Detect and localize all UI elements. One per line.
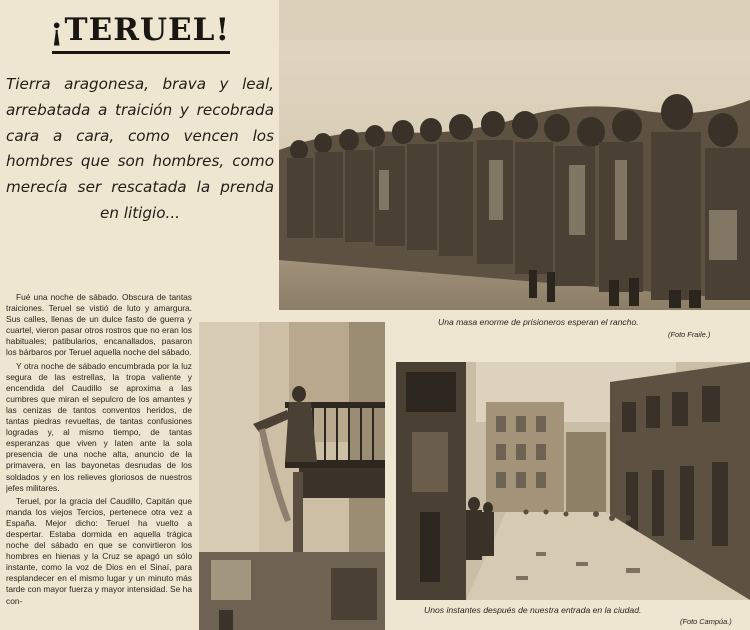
article-body: [6, 292, 192, 628]
lead-paragraph: Tierra aragonesa, brava y leal, arrebatada a traición y recobrada cara a cara, como vencen los hombres que son hombres, como merecía ser rescatada la prenda en litigio...: [6, 75, 274, 222]
photo-street: [396, 362, 750, 600]
title-underline: [52, 51, 230, 54]
photo-balcony: [199, 322, 385, 630]
photo-balcony-image: [199, 322, 385, 630]
body-paragraph-3: Teruel, por la gracia del Caudillo, Capitán que manda los viejos Tercios, pertenece otra vez a España. Mejor dicho: Teruel ha vuelto a despertar. Estaba dormida en aquella trágica noche del sábado en que se convirtieron los hombres en hienas y la Cruz se apagó un sólo instante, como la voz de Dios en el Sinaí, para resplandecer en el mismo lugar y un minuto más tarde con mayor fuerza y mayor intensidad. Se ha con-: [6, 495, 192, 606]
article-title: ¡TERUEL!: [49, 12, 231, 48]
credit-prisoners: (Foto Fraile.): [668, 330, 711, 339]
body-paragraph-2: Y otra noche de sábado encumbrada por la luz segura de las estrellas, la tropa valiente y encendida del Caudillo se aproxima a las cumbres que miran el sepulcro de los amantes y las cenizas de tantos conventos heridos, de tantas piedras revueltas, de tantas confusiones logradas y, al mismo tiempo, de tantas esperanzas que viven y laten ante la sola presencia de una noche alta, anuncio de la primavera, en las bayonetas desnudas de los soldados y en los relieves gloriosos de nuestros jefes militares.: [6, 360, 192, 493]
photo-prisoners: [279, 0, 750, 310]
caption-prisoners: Una masa enorme de prisioneros esperan el rancho.: [438, 317, 639, 327]
photo-street-image: [396, 362, 750, 600]
photo-prisoners-image: [279, 0, 750, 310]
credit-street: (Foto Campúa.): [680, 617, 732, 626]
body-paragraph-1: Fué una noche de sábado. Obscura de tantas traiciones. Teruel se vistió de luto y amargura. Sus calles, llenas de un dulce fasto de guerra y cuartel, vieron pasar otros rostros que no eran los habituales; patibularios, encanallados, pasaron los bárbaros por Teruel aquella noche del sábado.: [6, 292, 192, 358]
caption-street: Unos instantes después de nuestra entrada en la ciudad.: [424, 605, 642, 615]
